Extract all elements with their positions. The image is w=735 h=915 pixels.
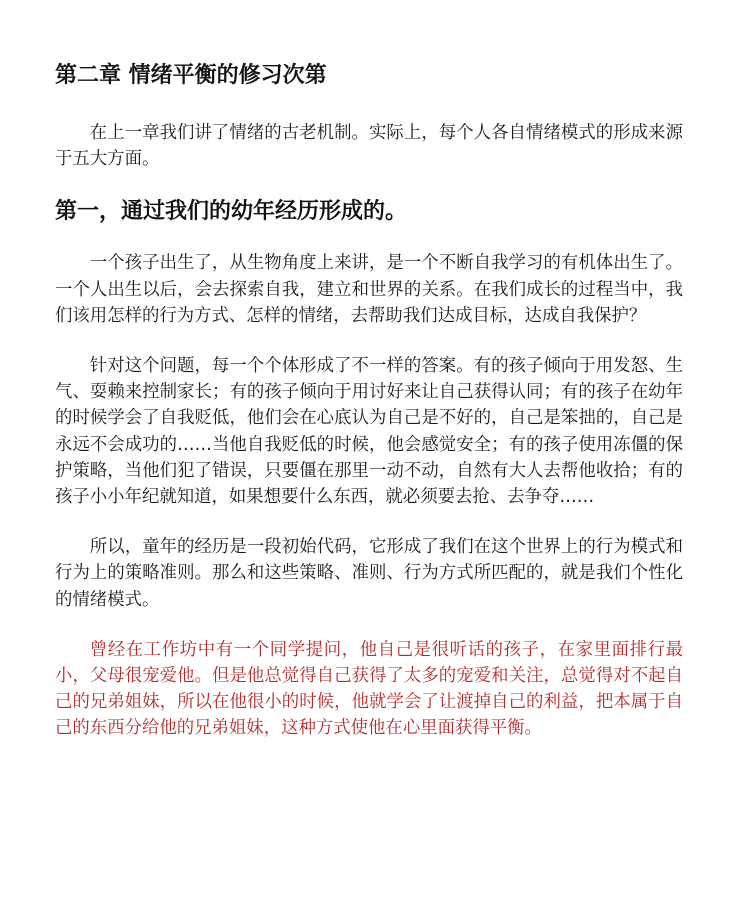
paragraph-3: 所以，童年的经历是一段初始代码，它形成了我们在这个世界上的行为模式和行为上的策略准则。那么和这些策略、准则、行为方式所匹配的，就是我们个性化的情绪模式。 [55,537,683,610]
document-page [55,60,683,766]
paragraph-2: 针对这个问题，每一个个体形成了不一样的答案。有的孩子倾向于用发怒、生气、耍赖来控制家长；有的孩子倾向于用讨好来让自己获得认同；有的孩子在幼年的时候学会了自我贬低，他们会在心底认为自己是不好的，自己是笨拙的，自己是永远不会成功的……当他自我贬低的时候，他会感觉安全；有的孩子使用冻僵的保护策略，当他们犯了错误，只要僵在那里一动不动，自然有大人去帮他收拾；有的孩子小小年纪就知道，如果想要什么东西，就必须要去抢、去争夺…… [55,356,683,508]
chapter-title: 第二章 情绪平衡的修习次第 [55,63,327,88]
example-paragraph: 曾经在工作坊中有一个同学提问，他自己是很听话的孩子，在家里面排行最小，父母很宠爱他。但是他总觉得自己获得了太多的宠爱和关注，总觉得对不起自己的兄弟姐妹，所以在他很小的时候，他就学会了让渡掉自己的利益，把本属于自己的东西分给他的兄弟姐妹，这种方式使他在心里面获得平衡。 [55,639,683,739]
paragraph-1: 一个孩子出生了，从生物角度上来讲，是一个不断自我学习的有机体出生了。一个人出生以后，会去探索自我，建立和世界的关系。在我们成长的过程当中，我们该用怎样的行为方式、怎样的情绪，去帮助我们达成目标，达成自我保护？ [55,253,683,326]
intro-paragraph: 在上一章我们讲了情绪的古老机制。实际上，每个人各自情绪模式的形成来源于五大方面。 [55,123,683,170]
section-title: 第一，通过我们的幼年经历形成的。 [55,199,408,225]
